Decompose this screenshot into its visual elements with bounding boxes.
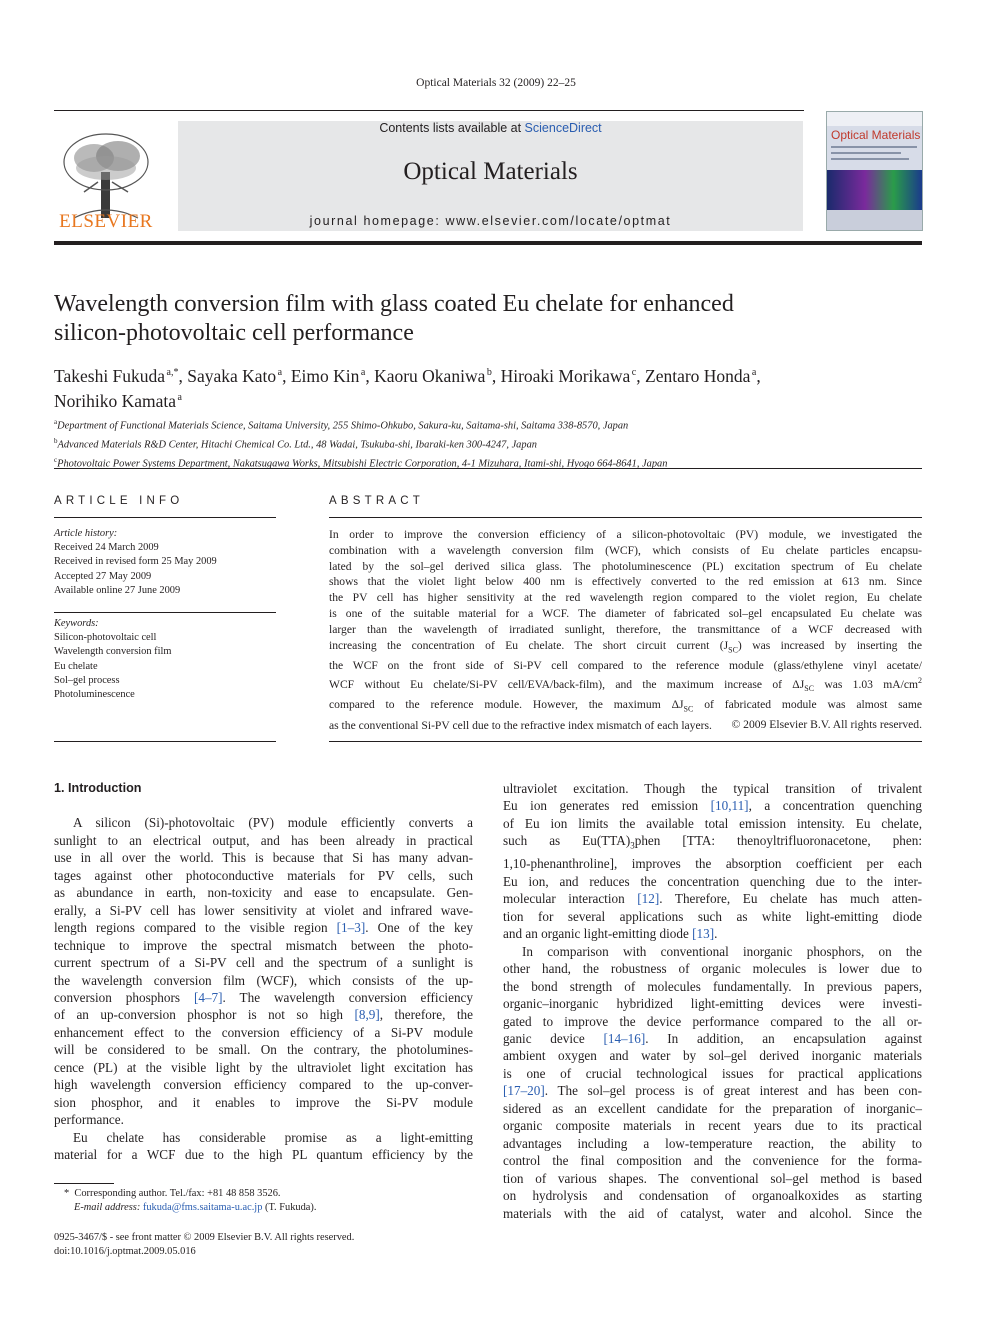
- body-line: advantages including a low-temperature reaction, the ability to: [503, 1135, 922, 1151]
- abstract-line: lated by the sol–gel derived silica glass. The photoluminescence (PL) excitation spectrum of Eu chelate: [329, 559, 922, 573]
- body-line: [17–20]. The sol–gel process is of great interest and has been con-: [503, 1083, 922, 1099]
- journal-name: Optical Materials: [403, 158, 578, 185]
- header-top-rule: [54, 110, 804, 111]
- abstract-body: [329, 527, 922, 733]
- abstract-line: as the conventional Si-PV cell due to the refractive index mismatch of each layers.: [329, 718, 712, 732]
- citation-link[interactable]: [10,11]: [710, 798, 749, 814]
- body-line: is one of crucial technological issues for practical applications: [503, 1065, 922, 1081]
- body-line: Eu chelate has considerable promise as a light-emitting: [73, 1129, 473, 1145]
- article-info-bottom-rule: [54, 741, 276, 742]
- body-line: Eu ion generates red emission [10,11], a concentration quenching: [503, 798, 922, 814]
- body-line: enhancement effect to the conversion efficiency of a Si-PV module: [54, 1024, 473, 1040]
- journal-reference: Optical Materials 32 (2009) 22–25: [416, 77, 576, 89]
- citation-link[interactable]: [17–20]: [503, 1083, 545, 1099]
- body-right-column: [503, 780, 922, 1222]
- abstract-line: WCF without Eu chelate/Si-PV cell/EVA/back-film), and the maximum increase of $\Delta J_{SC}$ was 1.03 $mA/cm^2$: [329, 676, 922, 694]
- citation-link[interactable]: [1–3]: [336, 920, 366, 936]
- citation-link[interactable]: [13]: [692, 926, 715, 942]
- abstract-line: the PV cell has higher sensitivity at the red wavelength region compared to the violet region, Eu chelate: [329, 591, 922, 605]
- abstract-bottom-rule: [329, 741, 922, 742]
- body-line: sion phosphor, and it enables to improve the Si-PV module: [54, 1094, 473, 1110]
- author: Eimo Kin $^a$,: [290, 365, 375, 386]
- email-link[interactable]: fukuda@fms.saitama-u.ac.jp: [142, 1202, 263, 1214]
- section-heading-introduction: 1. Introduction: [54, 781, 142, 795]
- contents-prefix: Contents lists available at: [379, 121, 525, 135]
- body-line: materials with the aid of catalyst, water and alcohol. Since the: [503, 1205, 922, 1221]
- body-line: such as $Eu(TTA)_3phen$ [TTA: thenoyltrifluoronacetone, phen:: [503, 833, 922, 851]
- body-line: technique to improve the spectral mismatch between the photo-: [54, 937, 473, 953]
- citation-link[interactable]: [8,9]: [354, 1007, 380, 1023]
- history-item: Available online 27 June 2009: [54, 584, 181, 596]
- body-line: performance.: [54, 1112, 124, 1128]
- body-line: of an up-conversion phosphor is not so high [8,9], therefore, the: [54, 1007, 473, 1023]
- abstract-line: compared to the reference module. However, the maximum $\Delta J_{SC}$ of fabricated module was almost same: [329, 698, 922, 714]
- body-line: other hand, the robustness of organic molecules is lower due to: [503, 961, 922, 977]
- article-info-rule: [54, 517, 276, 518]
- keyword: Wavelength conversion film: [54, 646, 172, 658]
- body-line: sunlight to an electrical output, and has been already in practical: [54, 832, 473, 848]
- body-line: the wavelength conversion film (WCF), which consists of the up-: [54, 972, 473, 988]
- citation-link[interactable]: [14–16]: [603, 1030, 646, 1046]
- body-line: 1,10-phenanthroline], improves the absorption coefficient per each: [503, 856, 922, 872]
- header-thick-rule: [54, 241, 922, 245]
- keyword: Silicon-photovoltaic cell: [54, 632, 157, 644]
- abstract-line: increasing the concentration of Eu chelate. The short circuit current $(J_{SC})$ was increased by inserting the: [329, 638, 922, 654]
- abstract-line: In order to improve the conversion efficiency of a silicon-photovoltaic (PV) module, we investigated the: [329, 528, 922, 541]
- history-item: Accepted 27 May 2009: [54, 570, 152, 582]
- journal-homepage[interactable]: journal homepage: www.elsevier.com/locate/optmat: [309, 214, 672, 228]
- abstract-line: larger than the wavelength of irradiated sunlight, therefore, the transmittance of a WCF decreased with: [329, 622, 922, 636]
- body-line: tion of various shapes. The conventional sol–gel method is based: [503, 1170, 922, 1186]
- body-line: A silicon (Si)-photovoltaic (PV) module efficiently converts a: [73, 815, 473, 831]
- article-info-heading: ARTICLE INFO: [54, 495, 184, 507]
- keywords-label: Keywords:: [54, 618, 99, 629]
- affiliation: $^c$Photovoltaic Power Systems Department, Nakatsugawa Works, Mitsubishi Electric Corporation, 4-1 Mizuhara, Itami-shi, Hyogo 664-8641, Japan: [54, 455, 668, 470]
- author: Norihiko Kamata $^a$: [54, 390, 182, 411]
- body-line: high wavelength conversion efficiency compared to the up-conver-: [54, 1077, 473, 1093]
- issn-line: 0925-3467/$ - see front matter © 2009 Elsevier B.V. All rights reserved.: [54, 1232, 355, 1243]
- keyword: Sol–gel process: [54, 674, 120, 686]
- journal-cover-thumbnail: [826, 111, 923, 231]
- cover-title: Optical Materials: [831, 128, 921, 142]
- body-line: on hydrolysis and condensation of organoalkoxides as starting: [503, 1188, 922, 1204]
- article-title: [54, 290, 924, 348]
- author: Zentaro Honda $^a$,: [645, 365, 761, 386]
- body-line: molecular interaction [12]. Therefore, Eu chelate has much atten-: [503, 891, 922, 907]
- body-line: use in all over the world. This is because that Si has many advan-: [54, 850, 473, 866]
- title-line-2: silicon-photovoltaic cell performance: [54, 320, 414, 346]
- body-line: ambient oxygen and water by sol–gel derived inorganic materials: [503, 1048, 922, 1064]
- footnote: [54, 1187, 474, 1215]
- affiliation: $^a$Department of Functional Materials Science, Saitama University, 255 Shimo-Ohkubo, Sakura-ku, Saitama-shi, Saitama 338-8570, Japan: [54, 418, 629, 432]
- history-label: Article history:: [54, 528, 118, 539]
- body-line: material for a WCF due to the high PL quantum efficiency by the: [54, 1147, 473, 1163]
- doi-line[interactable]: doi:10.1016/j.optmat.2009.05.016: [54, 1246, 196, 1258]
- body-line: will be considered to be small. On the contrary, the photolumines-: [54, 1042, 473, 1058]
- sciencedirect-link[interactable]: ScienceDirect: [524, 121, 602, 135]
- citation-link[interactable]: [4–7]: [193, 989, 223, 1005]
- body-line: the bond strength of molecules fundamentally. In previous papers,: [503, 978, 922, 994]
- body-line: as abundance in earth, non-toxicity and ease to encapsulate. Gen-: [54, 885, 473, 901]
- keywords-list: [54, 617, 276, 702]
- article-history: [54, 527, 276, 598]
- citation-link[interactable]: [12]: [637, 891, 660, 907]
- abstract-rule: [329, 517, 922, 518]
- affiliations: [54, 415, 924, 472]
- body-line: and an organic light-emitting diode [13].: [503, 926, 718, 942]
- body-line: tion for several applications such as white light-emitting diode: [503, 908, 922, 924]
- history-item: Received 24 March 2009: [54, 542, 159, 554]
- email-note: E-mail address: fukuda@fms.saitama-u.ac.jp (T. Fukuda).: [74, 1202, 317, 1214]
- author-list: [54, 362, 924, 412]
- author: Takeshi Fukuda $^{a,*}$,: [54, 365, 188, 386]
- body-line: gated to improve the device performance compared to the all or-: [503, 1013, 922, 1029]
- abstract-heading: ABSTRACT: [329, 495, 424, 507]
- body-line: of Eu ion limits the available total emission intensity. Eu chelate,: [503, 815, 922, 831]
- abstract-copyright: © 2009 Elsevier B.V. All rights reserved.: [731, 718, 922, 731]
- body-line: conversion phosphors [4–7]. The wavelength conversion efficiency: [54, 989, 473, 1005]
- keywords-rule: [54, 612, 276, 613]
- body-line: sidered as an excellent candidate for the preparation of inorganic–: [503, 1100, 922, 1116]
- abstract-line: the WCF on the front side of Si-PV cell compared to the reference module (glass/ethylene vinyl acetate/: [329, 658, 922, 672]
- keyword: Eu chelate: [54, 660, 98, 672]
- footnote-rule: [54, 1183, 114, 1184]
- body-line: length regions compared to the visible region [1–3]. One of the key: [54, 920, 474, 936]
- author: Kaoru Okaniwa $^b$,: [374, 365, 501, 386]
- abstract-line: combination with a wavelength conversion film (WCF), which consists of Eu chelate particles encapsu-: [329, 543, 922, 557]
- bottom-metadata: [54, 1231, 474, 1259]
- body-line: control the final composition and the convenience for the forma-: [503, 1153, 922, 1169]
- body-line: In comparison with conventional inorganic phosphors, on the: [522, 943, 922, 959]
- body-left-column: [54, 780, 473, 1164]
- section-divider: [54, 468, 922, 469]
- keyword: Photoluminescence: [54, 689, 135, 701]
- body-line: erally, a Si-PV cell has lower sensitivity at violet and infrared wave-: [54, 902, 473, 918]
- body-line: ultraviolet excitation. Though the typical transition of trivalent: [503, 781, 922, 796]
- corresponding-author-note: * Corresponding author. Tel./fax: +81 48 858 3526.: [64, 1188, 281, 1199]
- abstract-line: is one of the suitable material for a WCF. The diameter of fabricated sol–gel encapsulated Eu chelate was: [329, 606, 922, 620]
- abstract-line: shows that the violet light below 400 nm is effectively converted to the red emission at 613 nm. Since: [329, 575, 922, 589]
- body-line: organic composite materials in recent years due to its practical: [503, 1118, 922, 1134]
- elsevier-wordmark: ELSEVIER: [59, 211, 153, 232]
- body-line: current spectrum of a Si-PV cell and the spectrum of a sunlight is: [54, 955, 473, 971]
- body-line: Eu ion, and reduces the concentration quenching due to the inter-: [503, 873, 922, 889]
- author: Sayaka Kato $^a$,: [187, 365, 291, 386]
- body-line: ganic device [14–16]. In addition, an encapsulation against: [503, 1030, 922, 1046]
- body-line: tages against other photoconductive materials for PV cells, such: [54, 867, 473, 883]
- title-line-1: Wavelength conversion film with glass coated Eu chelate for enhanced: [54, 291, 734, 317]
- affiliation: $^b$Advanced Materials R&D Center, Hitachi Chemical Co. Ltd., 48 Wadai, Tsukuba-shi, Ibaraki-ken 300-4247, Japan: [54, 436, 537, 451]
- body-line: organic–inorganic hybridized light-emitting devices were investi-: [503, 996, 922, 1012]
- author: Hiroaki Morikawa $^c$,: [500, 365, 645, 386]
- body-line: cence (PL) at the visible light by the ultraviolet light excitation has: [54, 1059, 473, 1075]
- history-item: Received in revised form 25 May 2009: [54, 556, 217, 568]
- contents-availability: [178, 121, 803, 135]
